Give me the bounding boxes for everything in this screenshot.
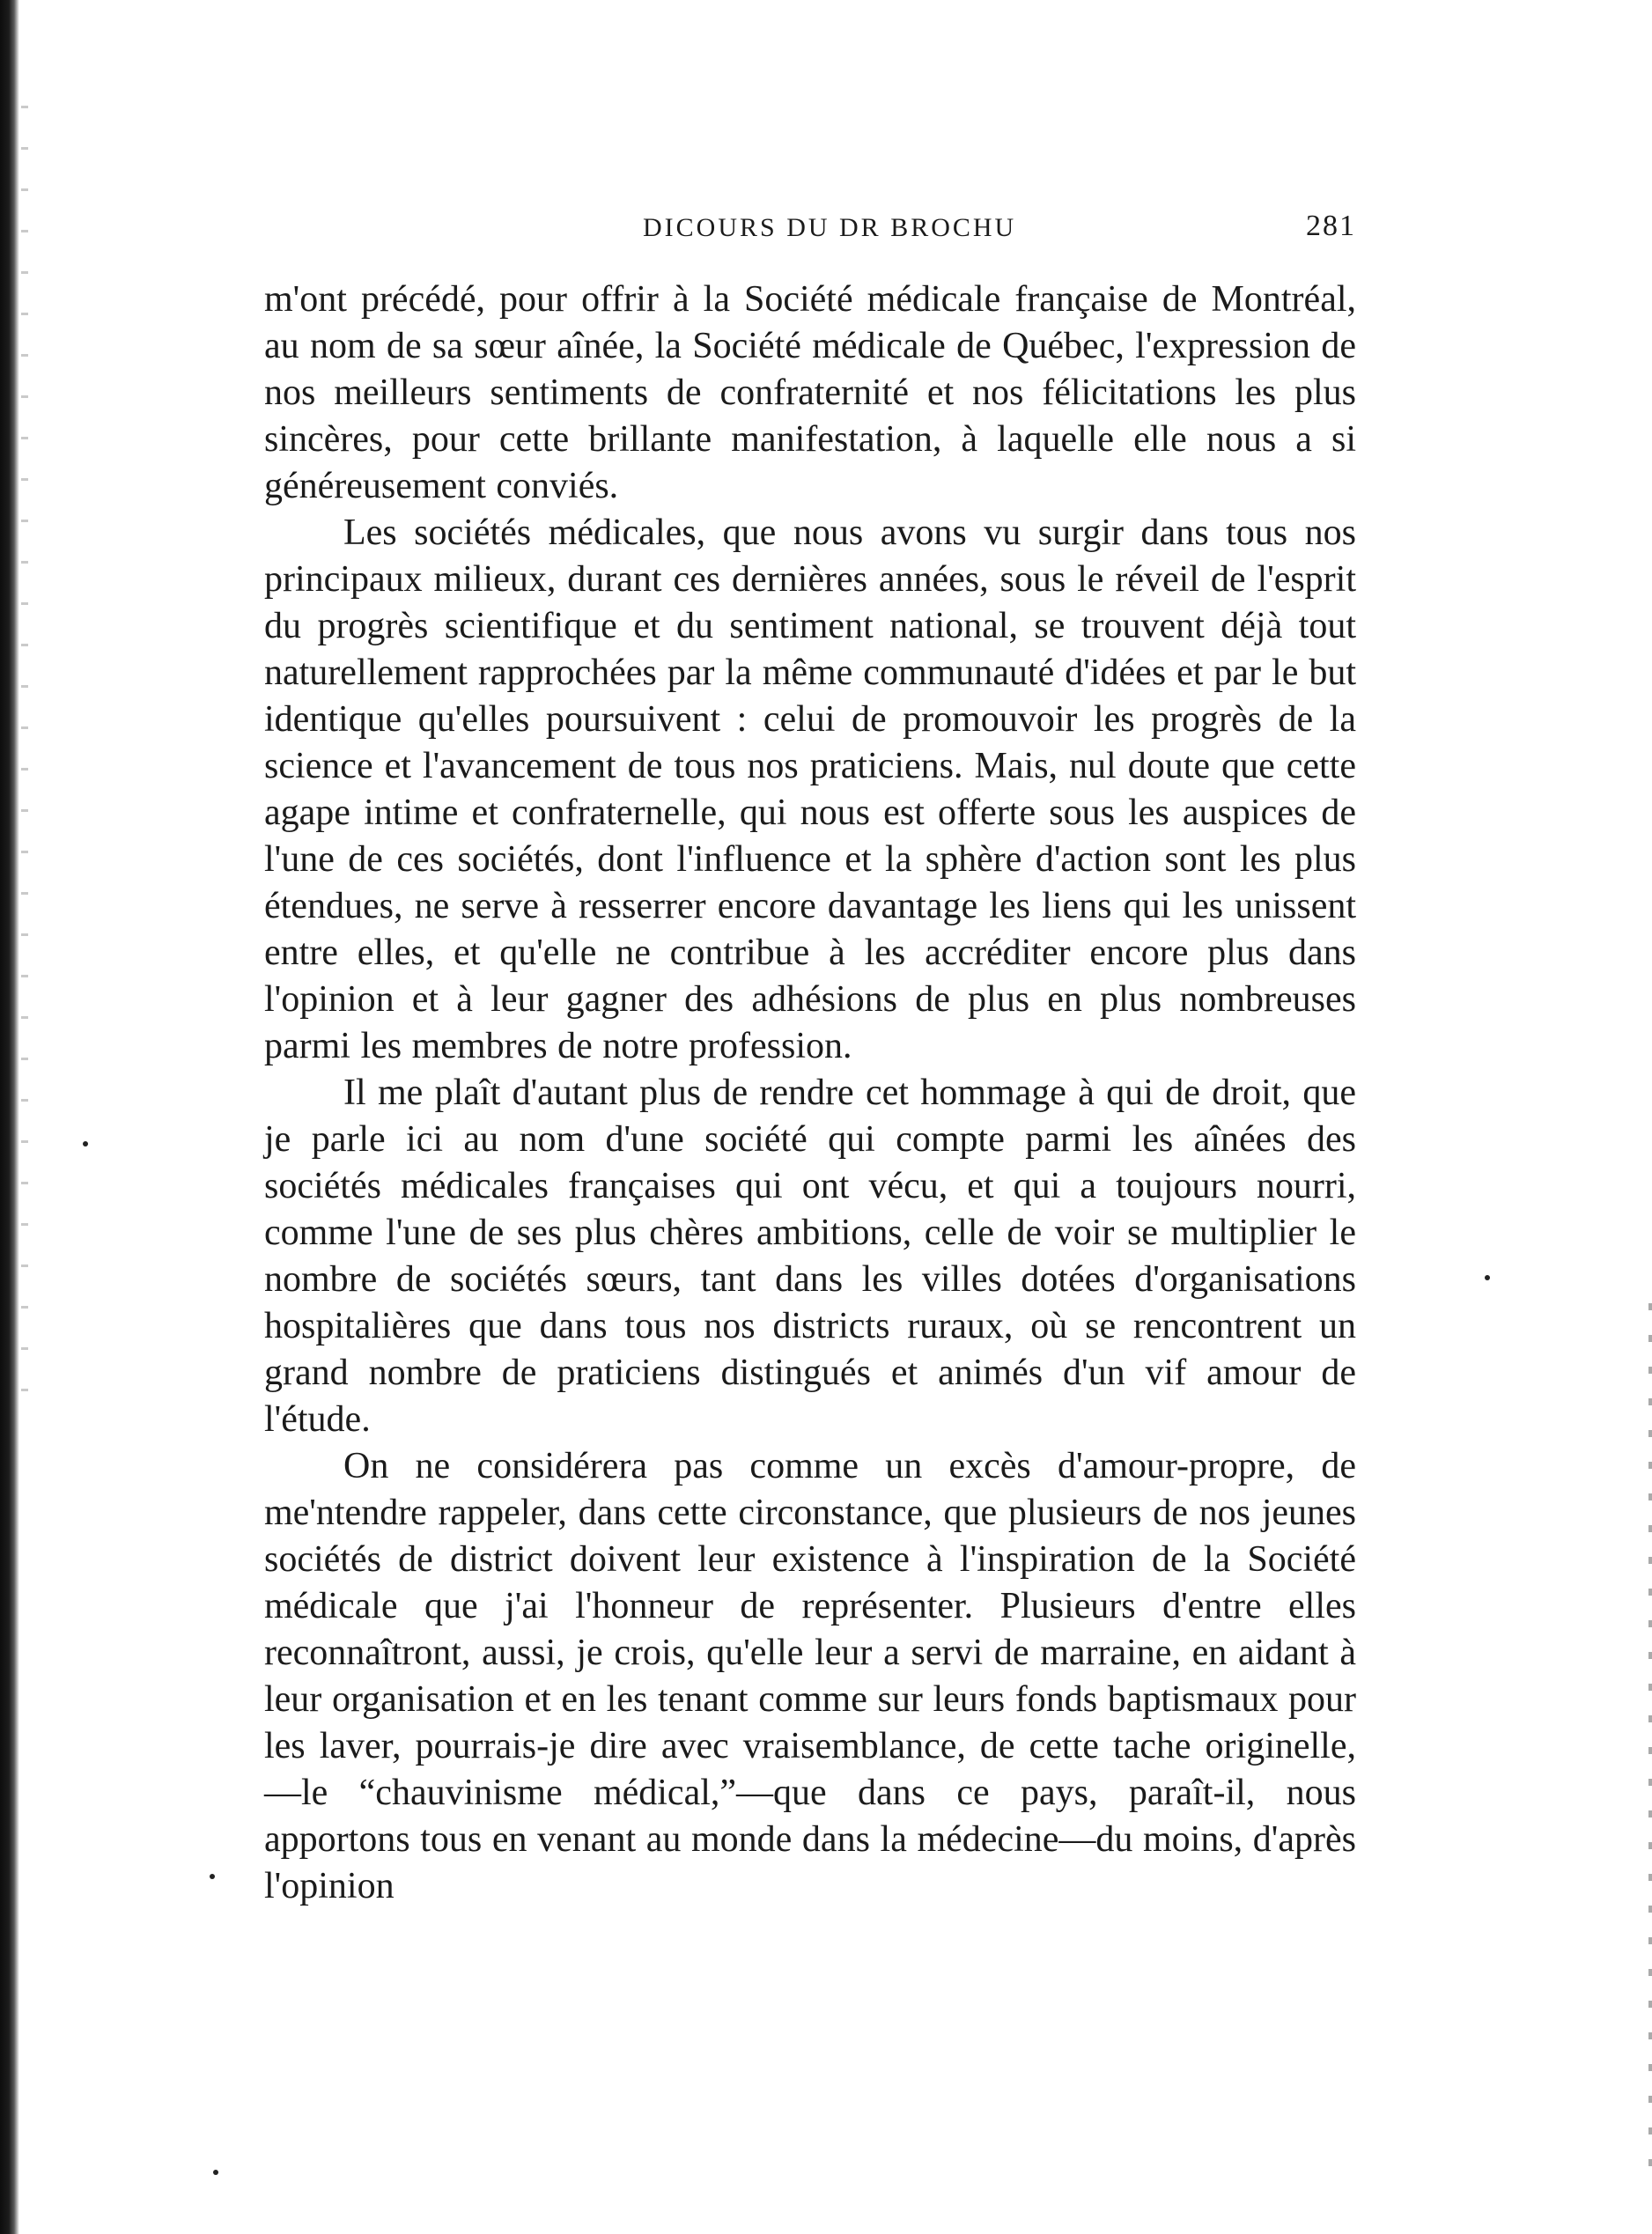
page-number: 281 — [1306, 210, 1356, 242]
page-header — [264, 204, 1356, 257]
paragraph: Il me plaît d'autant plus de rendre cet hommage à qui de droit, que je parle ici au nom d'une société qui compte parmi les aînées des sociétés médicales françaises qui ont vécu, et qui a toujours nourri, comme l'une de ses plus chères ambitions, celle de voir se multiplier le nombre de sociétés sœurs, tant dans les villes dotées d'organisations hospitalières que dans tous nos districts ruraux, où se rencontrent un grand nombre de praticiens distingués et animés d'un vif amour de l'étude. — [264, 1073, 1356, 1440]
paragraph: On ne considérera pas comme un excès d'amour-propre, de me'ntendre rappeler, dans cette circonstance, que plusieurs de nos jeunes sociétés de district doivent leur existence à l'inspiration de la Société médicale que j'ai l'honneur de représenter. Plusieurs d'entre elles reconnaîtront, aussi, je crois, qu'elle leur a servi de marraine, en aidant à leur organisation et en les tenant comme sur leurs fonds baptismaux pour les laver, pourrais-je dire avec vraisemblance, de cette tache originelle,—le “chauvinisme médical,”—que dans ce pays, paraît-il, nous apportons tous en venant au monde dans la médecine—du moins, d'après l'opinion — [264, 1446, 1356, 1906]
scan-speck — [213, 2170, 218, 2175]
running-title: DICOURS DU DR BROCHU — [643, 213, 1017, 242]
scan-binding-specks — [21, 106, 28, 1427]
page-body — [264, 276, 1356, 1910]
scan-right-edge-marks — [1648, 1303, 1652, 2184]
scan-speck — [210, 1874, 215, 1879]
scan-speck — [1485, 1275, 1490, 1280]
book-page — [264, 204, 1356, 1910]
paragraph-continuation: m'ont précédé, pour offrir à la Société médicale française de Montréal, au nom de sa sœur aînée, la Société médicale de Québec, l'expression de nos meilleurs sentiments de confraternité et nos félicitations les plus sincères, pour cette brillante manifestation, à laquelle elle nous a si généreusement conviés. — [264, 279, 1356, 506]
paragraph: Les sociétés médicales, que nous avons vu surgir dans tous nos principaux milieux, durant ces dernières années, sous le réveil de l'esprit du progrès scientifique et du sentiment national, se trouvent déjà tout naturellement rapprochées par la même communauté d'idées et par le but identique qu'elles poursuivent : celui de promouvoir les progrès de la science et l'avancement de tous nos praticiens. Mais, nul doute que cette agape intime et confraternelle, qui nous est offerte sous les auspices de l'une de ces sociétés, dont l'influence et la sphère d'action sont les plus étendues, ne serve à resserrer encore davantage les liens qui les unissent entre elles, et qu'elle ne contribue à les accréditer encore plus dans l'opinion et à leur gagner des adhésions de plus en plus nombreuses parmi les membres de notre profession. — [264, 512, 1356, 1066]
scan-speck — [83, 1141, 88, 1146]
scan-binding-shadow — [0, 0, 19, 2234]
